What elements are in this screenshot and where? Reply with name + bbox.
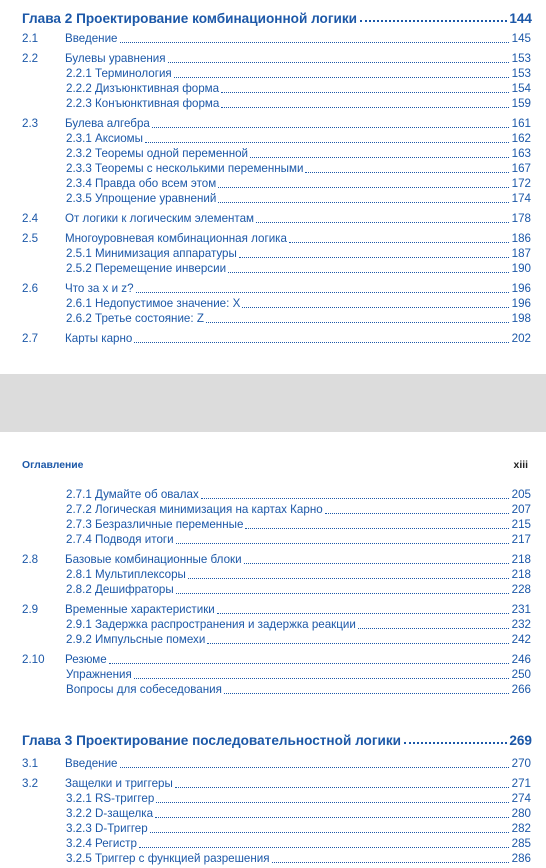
entry-page-number: 159 (511, 97, 531, 110)
leader-dots (360, 20, 507, 22)
entry-title: Карты карно (65, 332, 133, 345)
toc-subsection-entry[interactable] (0, 161, 531, 176)
chapter-3-heading[interactable] (22, 728, 532, 748)
entry-title: 3.2.2 D-защелка (66, 807, 154, 820)
leader-dots (176, 543, 509, 544)
leader-dots (109, 663, 509, 664)
leader-dots (174, 77, 509, 78)
entry-page-number: 285 (511, 837, 531, 850)
leader-dots (245, 528, 508, 529)
entry-title: 2.6.1 Недопустимое значение: X (66, 297, 241, 310)
section-number: 2.1 (22, 32, 39, 45)
entry-title: 2.6.2 Третье состояние: Z (66, 312, 204, 325)
entry-page-number: 218 (511, 553, 531, 566)
toc-subsection-entry[interactable] (0, 667, 531, 682)
chapter-page: 144 (509, 11, 532, 26)
section-number: 3.1 (22, 757, 39, 770)
entry-page-number: 161 (511, 117, 531, 130)
leader-dots (221, 92, 509, 93)
leader-dots (139, 847, 509, 848)
entry-page-number: 196 (511, 297, 531, 310)
entry-page-number: 145 (511, 32, 531, 45)
entry-title: 2.7.1 Думайте об овалах (66, 488, 199, 501)
entry-title: Что за x и z? (65, 282, 134, 295)
entry-title: 2.3.4 Правда обо всем этом (66, 177, 217, 190)
leader-dots (175, 787, 509, 788)
leader-dots (242, 307, 508, 308)
entry-page-number: 172 (511, 177, 531, 190)
toc-subsection-entry[interactable] (0, 851, 531, 866)
entry-page-number: 162 (511, 132, 531, 145)
section-number: 2.8 (22, 553, 39, 566)
entry-title: Защелки и триггеры (65, 777, 173, 790)
toc-subsection-entry[interactable] (0, 66, 531, 81)
leader-dots (218, 187, 508, 188)
entry-title: 2.3.2 Теоремы одной переменной (66, 147, 249, 160)
entry-page-number: 250 (511, 668, 531, 681)
leader-dots (217, 613, 509, 614)
leader-dots (155, 817, 509, 818)
entry-title: Введение (65, 757, 118, 770)
section-number: 3.2 (22, 777, 39, 790)
toc-subsection-entry[interactable] (0, 502, 531, 517)
toc-section-entry[interactable] (0, 652, 531, 667)
section-number: 2.2 (22, 52, 39, 65)
running-header: Оглавление (22, 460, 84, 471)
entry-title: Базовые комбинационные блоки (65, 553, 242, 566)
leader-dots (206, 322, 509, 323)
toc-subsection-entry[interactable] (0, 517, 531, 532)
leader-dots (150, 832, 509, 833)
entry-page-number: 282 (511, 822, 531, 835)
entry-title: 2.3.5 Упрощение уравнений (66, 192, 217, 205)
leader-dots (228, 272, 509, 273)
entry-title: 3.2.1 RS-триггер (66, 792, 155, 805)
entry-page-number: 163 (511, 147, 531, 160)
toc-subsection-entry[interactable] (0, 96, 531, 111)
leader-dots (250, 157, 509, 158)
toc-subsection-entry[interactable] (0, 296, 531, 311)
entry-page-number: 217 (511, 533, 531, 546)
leader-dots (224, 693, 509, 694)
leader-dots (256, 222, 509, 223)
section-number: 2.9 (22, 603, 39, 616)
leader-dots (218, 202, 508, 203)
entry-page-number: 280 (511, 807, 531, 820)
entry-page-number: 266 (511, 683, 531, 696)
entry-page-number: 186 (511, 232, 531, 245)
leader-dots (207, 643, 508, 644)
entry-page-number: 274 (511, 792, 531, 805)
entry-title: Упражнения (66, 668, 132, 681)
leader-dots (120, 42, 509, 43)
toc-subsection-entry[interactable] (0, 261, 531, 276)
section-number: 2.10 (22, 653, 45, 666)
entry-title: Булевы уравнения (65, 52, 166, 65)
entry-title: 2.3.1 Аксиомы (66, 132, 143, 145)
leader-dots (168, 62, 509, 63)
entry-page-number: 207 (511, 503, 531, 516)
entry-page-number: 218 (511, 568, 531, 581)
toc-section-entry[interactable] (0, 776, 531, 791)
entry-page-number: 231 (511, 603, 531, 616)
entry-title: 2.9.1 Задержка распространения и задержка реакции (66, 618, 356, 631)
toc-subsection-entry[interactable] (0, 146, 531, 161)
toc-section-entry[interactable] (0, 31, 531, 46)
toc-section-entry[interactable] (0, 51, 531, 66)
entry-page-number: 246 (511, 653, 531, 666)
entry-title: 2.7.4 Подводя итоги (66, 533, 174, 546)
entry-title: 3.2.5 Триггер с функцией разрешения (66, 852, 270, 865)
toc-section-entry[interactable] (0, 331, 531, 346)
toc-page-top (0, 0, 546, 374)
leader-dots (145, 142, 509, 143)
entry-page-number: 167 (511, 162, 531, 175)
entry-title: 3.2.4 Регистр (66, 837, 137, 850)
leader-dots (289, 242, 509, 243)
leader-dots (156, 802, 508, 803)
entry-page-number: 154 (511, 82, 531, 95)
entry-page-number: 270 (511, 757, 531, 770)
section-number: 2.7 (22, 332, 39, 345)
entry-page-number: 187 (511, 247, 531, 260)
toc-section-entry[interactable] (0, 756, 531, 771)
leader-dots (358, 628, 509, 629)
entry-page-number: 215 (511, 518, 531, 531)
leader-dots (152, 127, 509, 128)
toc-subsection-entry[interactable] (0, 821, 531, 836)
toc-subsection-entry[interactable] (0, 682, 531, 697)
page-number: xiii (513, 460, 528, 471)
entry-page-number: 286 (511, 852, 531, 865)
toc-subsection-entry[interactable] (0, 81, 531, 96)
toc-section-entry[interactable] (0, 231, 531, 246)
toc-section-entry[interactable] (0, 602, 531, 617)
toc-subsection-entry[interactable] (0, 246, 531, 261)
entry-title: 2.2.2 Дизъюнктивная форма (66, 82, 220, 95)
toc-subsection-entry[interactable] (0, 311, 531, 326)
entry-page-number: 242 (511, 633, 531, 646)
toc-section-entry[interactable] (0, 281, 531, 296)
toc-subsection-entry[interactable] (0, 632, 531, 647)
toc-subsection-entry[interactable] (0, 582, 531, 597)
entry-page-number: 196 (511, 282, 531, 295)
entry-title: 2.8.1 Мультиплексоры (66, 568, 186, 581)
chapter-title: Глава 2 Проектирование комбинационной логики (22, 11, 358, 26)
toc-section-entry[interactable] (0, 116, 531, 131)
toc-subsection-entry[interactable] (0, 487, 531, 502)
entry-page-number: 232 (511, 618, 531, 631)
entry-page-number: 190 (511, 262, 531, 275)
leader-dots (201, 498, 509, 499)
entry-title: Многоуровневая комбинационная логика (65, 232, 287, 245)
leader-dots (134, 342, 508, 343)
section-number: 2.5 (22, 232, 39, 245)
entry-title: 2.7.2 Логическая минимизация на картах Карно (66, 503, 323, 516)
section-number: 2.4 (22, 212, 39, 225)
leader-dots (404, 742, 507, 744)
entry-title: Временные характеристики (65, 603, 215, 616)
toc-subsection-entry[interactable] (0, 532, 531, 547)
leader-dots (305, 172, 508, 173)
leader-dots (325, 513, 509, 514)
leader-dots (221, 107, 508, 108)
entry-page-number: 205 (511, 488, 531, 501)
leader-dots (176, 593, 509, 594)
chapter-title: Глава 3 Проектирование последовательностной логики (22, 733, 402, 748)
entry-page-number: 178 (511, 212, 531, 225)
entry-title: От логики к логическим элементам (65, 212, 255, 225)
entry-title: 2.3.3 Теоремы с несколькими переменными (66, 162, 304, 175)
entry-page-number: 202 (511, 332, 531, 345)
section-number: 2.6 (22, 282, 39, 295)
leader-dots (239, 257, 509, 258)
page-gap (0, 374, 546, 432)
entry-title: Вопросы для собеседования (66, 683, 222, 696)
entry-title: Введение (65, 32, 118, 45)
entry-page-number: 153 (511, 52, 531, 65)
toc-section-entry[interactable] (0, 552, 531, 567)
chapter-2-heading[interactable] (22, 6, 532, 26)
entry-page-number: 153 (511, 67, 531, 80)
entry-title: 2.8.2 Дешифраторы (66, 583, 174, 596)
leader-dots (188, 578, 509, 579)
toc-subsection-entry[interactable] (0, 567, 531, 582)
leader-dots (136, 292, 509, 293)
entry-title: 2.5.1 Минимизация аппаратуры (66, 247, 237, 260)
entry-title: Резюме (65, 653, 107, 666)
entry-page-number: 198 (511, 312, 531, 325)
entry-title: 2.2.3 Конъюнктивная форма (66, 97, 220, 110)
leader-dots (134, 678, 509, 679)
toc-subsection-entry[interactable] (0, 836, 531, 851)
toc-subsection-entry[interactable] (0, 176, 531, 191)
entry-page-number: 174 (511, 192, 531, 205)
leader-dots (120, 767, 509, 768)
entry-title: 2.9.2 Импульсные помехи (66, 633, 206, 646)
toc-section-entry[interactable] (0, 211, 531, 226)
leader-dots (272, 862, 509, 863)
toc-subsection-entry[interactable] (0, 191, 531, 206)
chapter-page: 269 (509, 733, 532, 748)
section-number: 2.3 (22, 117, 39, 130)
entry-title: 3.2.3 D-Триггер (66, 822, 148, 835)
toc-subsection-entry[interactable] (0, 806, 531, 821)
leader-dots (244, 563, 509, 564)
entry-title: 2.5.2 Перемещение инверсии (66, 262, 227, 275)
entry-title: 2.2.1 Терминология (66, 67, 172, 80)
entry-page-number: 271 (511, 777, 531, 790)
toc-page-bottom (0, 432, 546, 868)
entry-title: Булева алгебра (65, 117, 150, 130)
entry-page-number: 228 (511, 583, 531, 596)
entry-title: 2.7.3 Безразличные переменные (66, 518, 244, 531)
toc-subsection-entry[interactable] (0, 617, 531, 632)
toc-subsection-entry[interactable] (0, 791, 531, 806)
toc-subsection-entry[interactable] (0, 131, 531, 146)
